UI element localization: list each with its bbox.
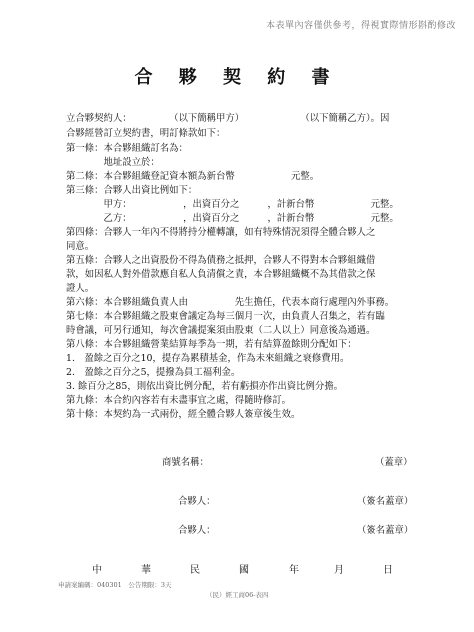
shop-name-stamp: （蓋章） (375, 457, 413, 468)
date-char-day: 日 (383, 565, 393, 576)
body-line-4: 地址設立於： (66, 157, 160, 168)
date-char-4: 國 (239, 565, 249, 576)
partner-1-stamp: （簽名蓋章） (357, 496, 414, 507)
partner-2-stamp: （簽名蓋章） (357, 525, 414, 536)
partner-2-label: 合夥人： (178, 525, 216, 536)
body-line-12: 款，如因私人對外借款應自私人負清償之責，本合夥組織概不為其借款之保 (66, 269, 376, 280)
body-line-8: 乙方： ，出資百分之 ，計新台幣 元整。 (66, 213, 399, 224)
body-line-3: 第一條：本合夥組織訂名為： (66, 143, 188, 154)
date-char-month: 月 (334, 565, 344, 576)
body-line-5: 第二條：本合夥組織登記資本額為新台幣 元整。 (66, 171, 320, 182)
date-char-year: 年 (289, 565, 299, 576)
body-line-18: 1. 盈餘之百分之10，提存為累積基金，作為未來組織之衰修費用。 (66, 353, 350, 364)
body-line-7: 甲方： ，出資百分之 ，計新台幣 元整。 (66, 199, 399, 210)
body-line-17: 第八條：本合夥組織營業結算每季為一期，若有結算盈餘則分配如下： (66, 339, 357, 350)
body-line-19: 2. 盈餘之百分之5，提撥為員工福利金。 (66, 367, 241, 378)
header-note: 本表單內容僅供參考，得視實際情形斟酌修改 (265, 21, 456, 31)
body-line-15: 第七條：本合夥組織之股東會議定為每三個月一次，由負責人召集之，若有臨 (66, 311, 385, 322)
body-line-1: 立合夥契約人： （以下簡稱甲方） （以下簡稱乙方）。因 (66, 113, 390, 124)
date-char-1: 中 (92, 565, 102, 576)
body-line-13: 證人。 (66, 283, 95, 294)
body-line-9: 第四條：合夥人一年內不得將持分權轉讓，如有特殊情況須得全體合夥人之 (66, 227, 376, 238)
body-line-20: 3. 餘百分之85，則依出資比例分配，若有虧損亦作出資比例分擔。 (66, 381, 343, 392)
footer-form-number: （民）經工商06-表四 (206, 591, 269, 599)
shop-name-label: 商號名稱： (162, 457, 209, 468)
date-char-2: 華 (141, 565, 151, 576)
body-line-21: 第九條：本合約內容若有未盡事宜之處，得隨時修訂。 (66, 395, 292, 406)
body-line-10: 同意。 (66, 241, 95, 252)
body-line-22: 第十條：本契約為一式兩份，經全體合夥人簽章後生效。 (66, 409, 301, 420)
date-char-3: 民 (190, 565, 200, 576)
body-line-11: 第五條：合夥人之出資股份不得為債務之抵押，合夥人不得對本合夥組織借 (66, 255, 376, 266)
body-line-2: 合夥經營訂立契約書，明訂條款如下： (66, 128, 226, 139)
body-line-6: 第三條：合夥人出資比例如下： (66, 185, 198, 196)
body-line-16: 時會議，可另行通知，每次會議提案須由股東（二人以上）同意後為通過。 (66, 325, 376, 336)
partner-1-label: 合夥人： (178, 496, 216, 507)
footer-application-code: 申請案編碼：040301 公告期限：3天 (58, 581, 172, 589)
document-title: 合 夥 契 約 書 (134, 67, 340, 88)
body-line-14: 第六條：本合夥組織負責人由 先生擔任，代表本商行處理內外事務。 (66, 297, 395, 308)
